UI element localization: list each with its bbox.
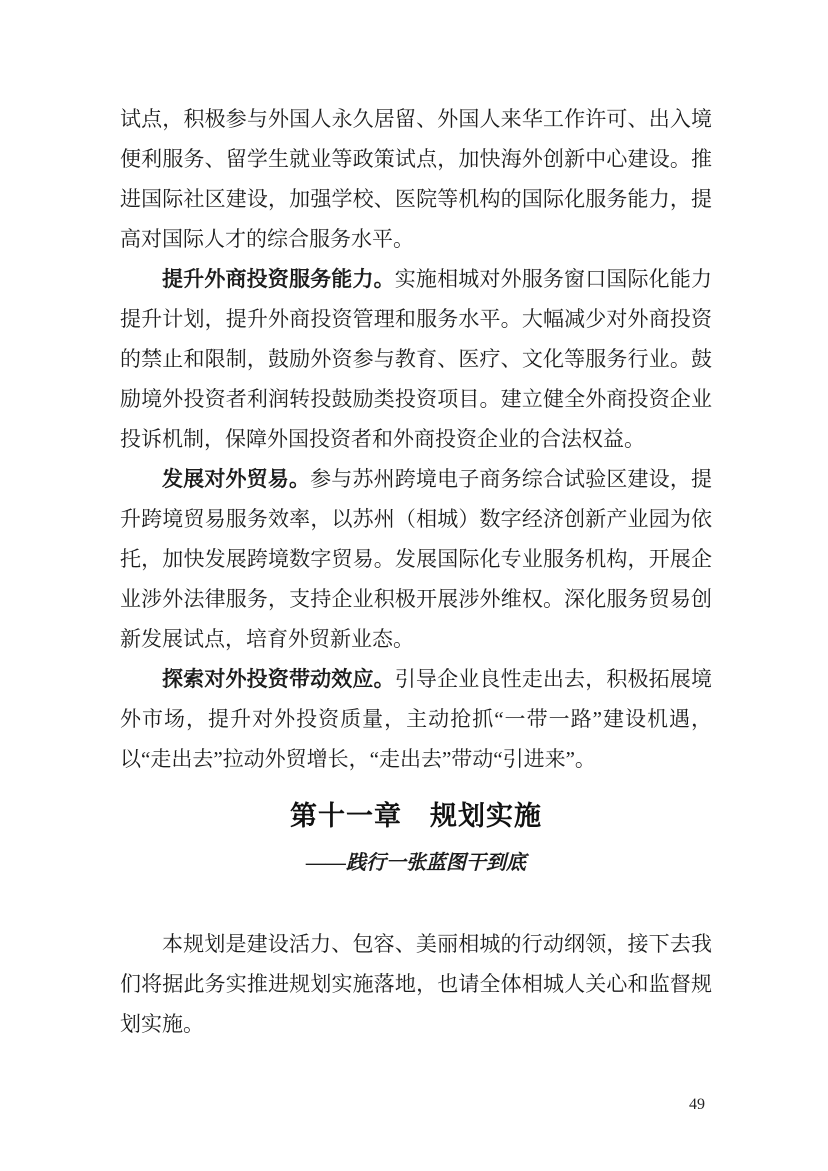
page-number: 49 bbox=[689, 1096, 705, 1113]
paragraph-lead: 发展对外贸易。 bbox=[162, 467, 311, 491]
paragraph-outbound-investment bbox=[120, 659, 712, 779]
paragraph-text: 参与苏州跨境电子商务综合试验区建设，提升跨境贸易服务效率，以苏州（相城）数字经济创新产业园为依托，加快发展跨境数字贸易。发展国际化专业服务机构，开展企业涉外法律服务，支持企业积极开展涉外维权。深化服务贸易创新发展试点，培育外贸新业态。 bbox=[120, 467, 713, 651]
paragraph-text: 试点，积极参与外国人永久居留、外国人来华工作许可、出入境便利服务、留学生就业等政策试点，加快海外创新中心建设。推进国际社区建设，加强学校、医院等机构的国际化服务能力，提高对国际人才的综合服务水平。 bbox=[120, 107, 712, 251]
paragraph-text: 引导企业良性走出去，积极拓展境外市场，提升对外投资质量，主动抢抓“一带一路”建设机遇，以“走出去”拉动外贸增长，“走出去”带动“引进来”。 bbox=[120, 667, 713, 771]
paragraph-continuation bbox=[120, 99, 712, 259]
page-body bbox=[120, 99, 712, 1044]
paragraph-text: 实施相城对外服务窗口国际化能力提升计划，提升外商投资管理和服务水平。大幅减少对外商投资的禁止和限制，鼓励外资参与教育、医疗、文化等服务行业。鼓励境外投资者利润转投鼓励类投资项目。建立健全外商投资企业投诉机制，保障外国投资者和外商投资企业的合法权益。 bbox=[120, 267, 713, 451]
chapter-subtitle: ——践行一张蓝图干到底 bbox=[306, 852, 526, 874]
paragraph-foreign-investment-services bbox=[120, 259, 712, 459]
paragraph-lead: 探索对外投资带动效应。 bbox=[162, 667, 395, 691]
paragraph-foreign-trade bbox=[120, 459, 712, 659]
closing-paragraph: 本规划是建设活力、包容、美丽相城的行动纲领，接下去我们将据此务实推进规划实施落地，也请全体相城人关心和监督规划实施。 bbox=[120, 932, 712, 1036]
paragraph-lead: 提升外商投资服务能力。 bbox=[162, 267, 395, 291]
chapter-title: 第十一章 规划实施 bbox=[290, 801, 542, 831]
